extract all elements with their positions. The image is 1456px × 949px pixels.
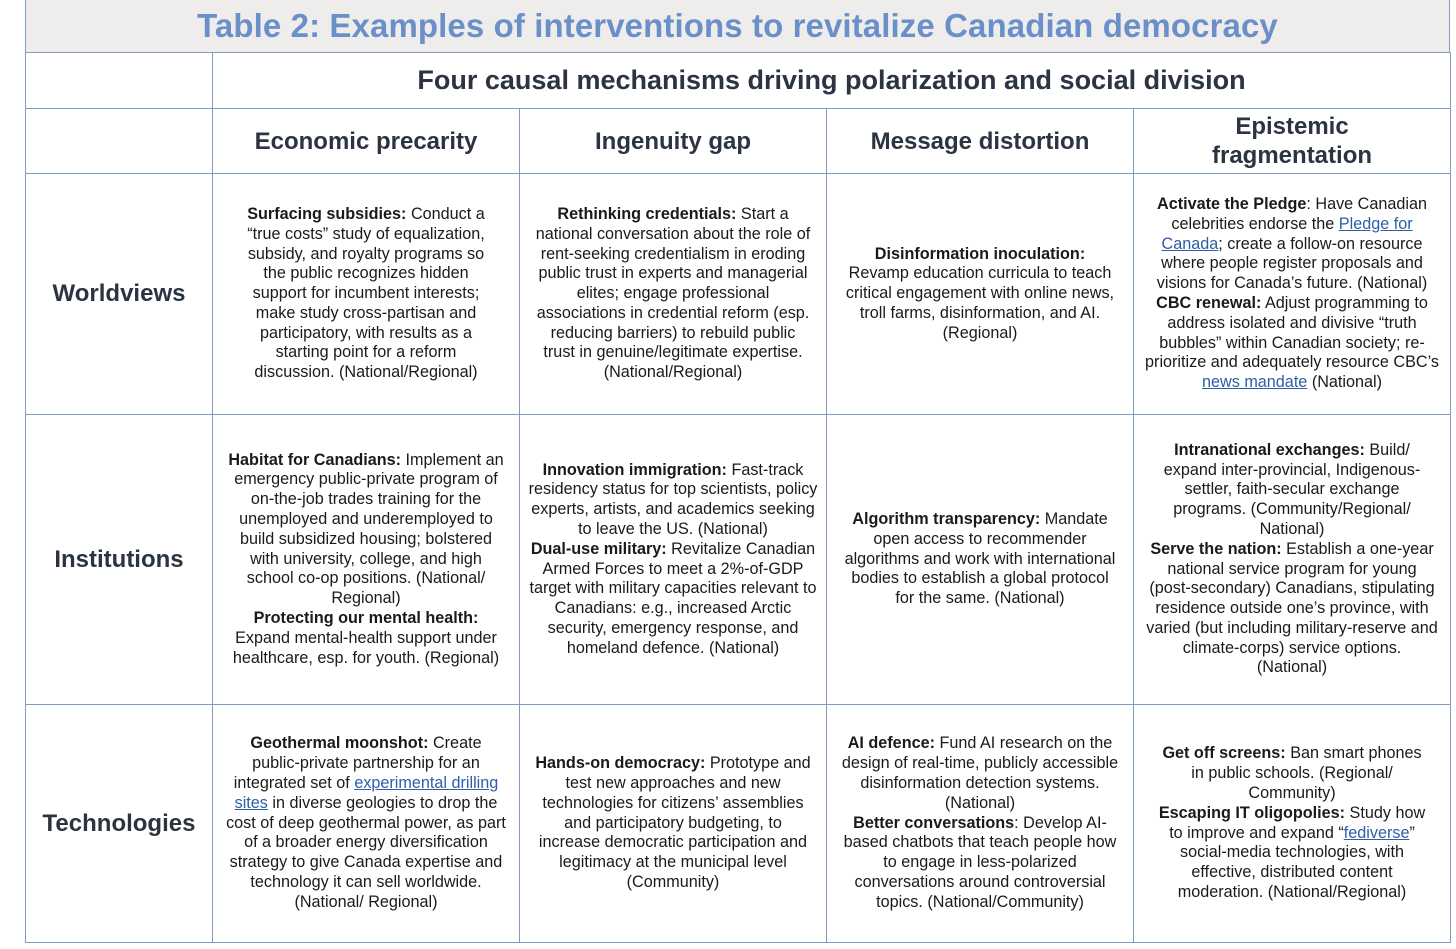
intervention-text: ; create a follow-on resource where people register proposals and visions for Canada’s future. (National) [1156,234,1428,293]
cell-institutions-message [827,415,1134,705]
intervention-title: Activate the Pledge [1157,195,1307,214]
intervention-text: Expand mental-health support under healthcare, esp. for youth. (Regional) [232,628,500,667]
table-row-institutions [26,415,1451,705]
cell-worldviews-economic [213,174,520,415]
intervention-text: : Have Canadian celebrities endorse the [1171,195,1427,233]
column-header-message: Message distortion [827,109,1134,174]
intervention-title: Disinformation inoculation: [874,244,1086,263]
intervention-text: Fast-track residency status for top scientists, policy experts, artists, and academics seeking to leave the US. (National) [528,460,818,538]
news-mandate-link[interactable]: news mandate [1202,373,1308,392]
intervention-title: CBC renewal: [1156,294,1262,312]
interventions-table [25,52,1451,943]
table-title: Table 2: Examples of interventions to revitalize Canadian democracy [197,7,1278,44]
cell-institutions-ingenuity [520,415,827,705]
column-header-economic: Economic precarity [213,109,520,174]
intervention-title: Algorithm transparency: [852,510,1041,528]
cell-worldviews-message [827,174,1134,415]
intervention-title: Serve the nation: [1150,539,1282,558]
cell-worldviews-ingenuity [520,174,827,415]
cell-institutions-epistemic [1134,415,1451,705]
intervention-text: Study how to improve and expand “ [1169,803,1426,842]
intervention-title: Surfacing subsidies: [247,204,407,223]
cell-technologies-epistemic [1134,705,1451,943]
intervention-title: AI defence: [847,734,935,753]
intervention-text: : Develop AI-based chatbots that teach people how to engage in less-polarized conversations around controversial topics. (National/Community) [843,813,1117,911]
intervention-text: Start a national conversation about the role of rent-seeking credentialism in eroding public trust in experts and managerial elites; engage professional associations in credential reform (esp. reducing barriers) to rebuild public trust in genuine/legitimate expertise. (National/Regional) [535,204,811,382]
table-row-worldviews [26,174,1451,415]
cell-technologies-message [827,705,1134,943]
row-header-institutions: Institutions [26,415,213,705]
intervention-text: (National) [1307,373,1382,392]
intervention-text: Create public-private partnership for an integrated set of [233,734,482,792]
intervention-text: ” social-media technologies, with effective, distributed content moderation. (National/Regional) [1177,823,1415,901]
corner-cell [26,109,213,174]
mechanisms-header: Four causal mechanisms driving polarization and social division [213,53,1451,109]
table-row-technologies [26,705,1451,943]
intervention-text: Revitalize Canadian Armed Forces to meet a 2%-of-GDP target with military capacities relevant to Canadians: e.g., increased Arctic security, emergency response, and homeland defence. (National) [529,539,817,657]
intervention-title: Better conversations [853,813,1015,832]
intervention-text: Revamp education curricula to teach critical engagement with online news, troll farms, disinformation, and AI. (Regional) [845,264,1115,342]
corner-cell-top [26,53,213,109]
intervention-title: Rethinking credentials: [557,204,737,223]
row-header-technologies: Technologies [26,705,213,943]
experimental-drilling-sites-link[interactable]: experimental drilling sites [234,774,499,812]
intervention-text: Implement an emergency public-private program of on-the-job trades training for the unemployed and underemployed to build subsidized housing; bolstered with university, college, and high school co-op positions. (National/ Regional) [234,450,504,608]
intervention-text: Prototype and test new approaches and new technologies for citizens’ assemblies and participatory budgeting, to increase democratic participation and legitimacy at the municipal level (Community) [538,754,811,891]
intervention-text: Build/ expand inter-provincial, Indigenous-settler, faith-secular exchange programs. (Community/Regional/ National) [1163,440,1421,538]
intervention-title: Dual-use military: [530,539,667,558]
intervention-title: Innovation immigration: [542,460,727,479]
intervention-text: Fund AI research on the design of real-time, publicly accessible disinformation detection systems. (National) [841,734,1119,812]
column-header-row [26,109,1451,174]
intervention-text: in diverse geologies to drop the cost of deep geothermal power, as part of a broader energy diversification strategy to give Canada expertise and technology it can sell worldwide. (National/ Regional) [226,793,506,911]
cell-worldviews-epistemic [1134,174,1451,415]
pledge-link[interactable]: Pledge for Canada [1161,214,1413,253]
cell-institutions-economic [213,415,520,705]
intervention-text: Adjust programming to address isolated and divisive “truth bubbles” within Canadian society; re-prioritize and adequately resource CBC’s [1145,294,1439,372]
intervention-text: Ban smart phones in public schools. (Regional/ Community) [1191,744,1422,802]
table-title-bar [25,0,1450,52]
intervention-title: Protecting our mental health: [253,608,479,627]
intervention-text: Establish a one-year national service program for young (post-secondary) Canadians, stipulating residence outside one’s province, with varied (but including military-reserve and climate-corps) service options. (National) [1146,539,1438,677]
column-header-ingenuity: Ingenuity gap [520,109,827,174]
intervention-title: Escaping IT oligopolies: [1158,803,1346,822]
fediverse-link[interactable]: fediverse [1343,823,1410,842]
intervention-title: Get off screens: [1162,744,1286,763]
intervention-title: Habitat for Canadians: [228,450,402,469]
intervention-title: Geothermal moonshot: [250,734,429,753]
intervention-text: Conduct a “true costs” study of equalization, subsidy, and royalty programs so the public recognizes hidden support for incumbent interests; make study cross-partisan and participatory, with results as a starting point for a reform discussion. (National/Regional) [247,204,485,382]
cell-technologies-ingenuity [520,705,827,943]
row-header-worldviews: Worldviews [26,174,213,415]
cell-technologies-economic [213,705,520,943]
intervention-text: Mandate open access to recommender algorithms and work with international bodies to establish a global protocol for the same. (National) [844,510,1116,608]
mechanisms-header-row [26,53,1451,109]
intervention-title: Intranational exchanges: [1174,440,1365,459]
intervention-title: Hands-on democracy: [535,754,706,773]
column-header-epistemic: Epistemic fragmentation [1134,109,1451,174]
